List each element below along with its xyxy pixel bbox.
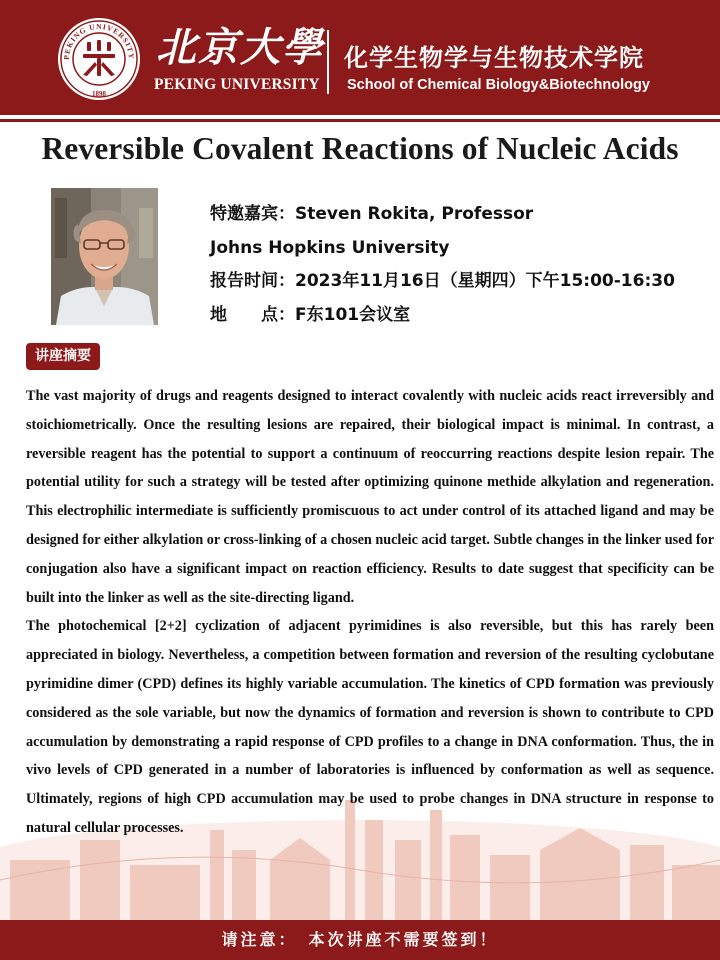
speaker-affiliation: Johns Hopkins University <box>210 237 450 258</box>
lecture-title: Reversible Covalent Reactions of Nucleic Acids <box>41 131 679 166</box>
svg-text:1898: 1898 <box>92 90 106 98</box>
school-name-cn: 化学生物学与生物技术学院 <box>344 44 644 72</box>
header-divider <box>327 30 329 94</box>
abstract-body <box>26 382 714 843</box>
speaker-photo <box>51 188 158 325</box>
university-seal-icon <box>56 16 142 102</box>
lecture-location <box>210 299 675 333</box>
header-rule <box>0 119 720 122</box>
location-value: F东101会议室 <box>295 304 411 325</box>
location-label: 地 点： <box>210 304 295 325</box>
svg-text:PEKING UNIVERSITY: PEKING UNIVERSITY <box>61 21 137 60</box>
abstract-paragraph-2: The photochemical [2+2] cyclization of adjacent pyrimidines is also reversible, but this has rarely been appreciated in biology. Nevertheless, a competition between formation and reversion of the resulting cyclobutane pyrimidine dimer (CPD) defines its highly variable accumulation. The kinetics of CPD formation was previously considered as the sole variable, but now the dynamics of formation and reversion is shown to contribute to CPD accumulation by demonstrating a rapid response of CPD profiles to a change in DNA conformation. Thus, the in vivo levels of CPD generated in a number of laboratories is influenced by conformation as well as sequence. Ultimately, regions of high CPD accumulation may be used to probe changes in DNA structure in response to natural cellular processes. <box>26 618 714 836</box>
abstract-badge: 讲座摘要 <box>26 343 100 370</box>
abstract-paragraph-1: The vast majority of drugs and reagents designed to interact covalently with nucleic acids react irreversibly and stoichiometrically. Once the resulting lesions are repaired, their biological impact is minimal. In contrast, a reversible reagent has the potential to support a continuum of reoccurring reactions despite lesion repair. The potential utility for such a strategy will be tested after optimizing quinone methide alkylation and regeneration. This electrophilic intermediate is sufficiently promiscuous to act under control of its attached ligand and may be designed for either alkylation or cross-linking of a chosen nucleic acid target. Subtle changes in the linker used for conjugation also have a significant impact on reaction efficiency. Results to date suggest that specificity can be built into the linker as well as the site-directing ligand. <box>26 388 714 606</box>
header-banner <box>0 0 720 115</box>
speaker-guest: 特邀嘉宾：Steven Rokita, Professor <box>210 204 534 224</box>
school-name-en: School of Chemical Biology&Biotechnology <box>347 77 650 93</box>
footer-notice: 请注意： 本次讲座不需要签到！ <box>0 920 720 960</box>
speaker-info <box>210 198 675 332</box>
lecture-time: 报告时间：2023年11月16日（星期四）下午15:00-16:30 <box>210 271 675 291</box>
university-name-cn: 北京大學 <box>156 24 324 71</box>
university-name-en: PEKING UNIVERSITY <box>154 76 320 93</box>
